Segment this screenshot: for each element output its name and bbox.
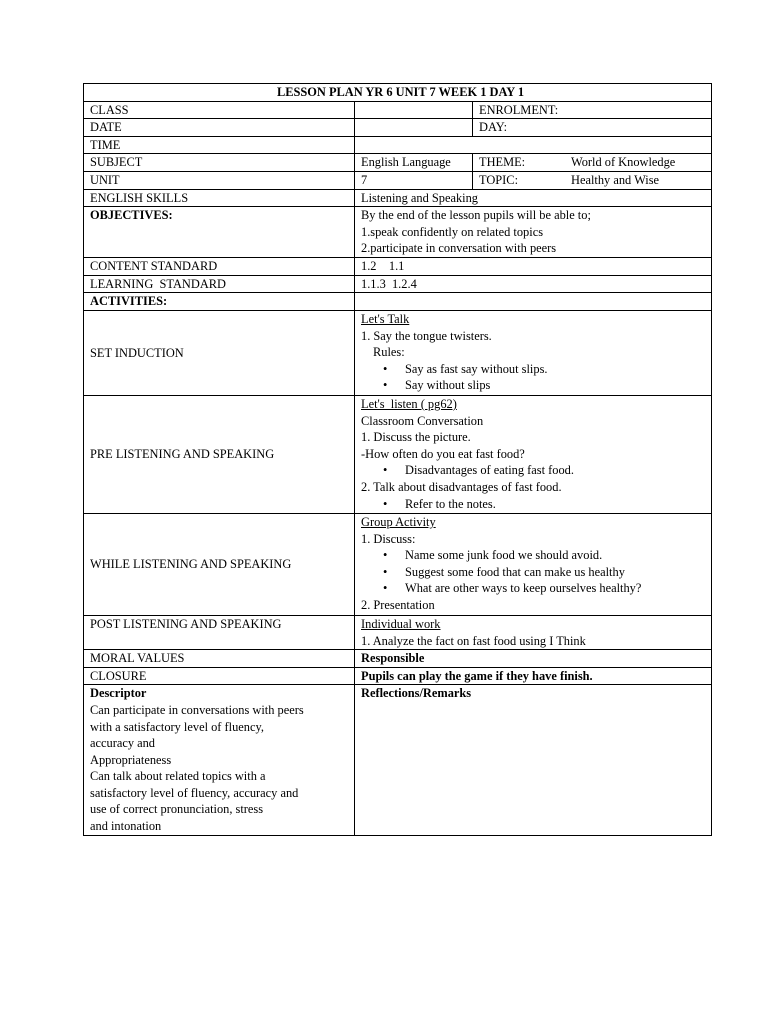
pre-listening-list — [361, 462, 711, 479]
lesson-plan-table — [83, 83, 712, 836]
pre-listening-line: Classroom Conversation — [361, 413, 484, 428]
pre-listening-row — [84, 395, 712, 513]
time-label: TIME — [84, 136, 355, 154]
descriptor-line: Can participate in conversations with peers — [90, 702, 304, 717]
pre-listening-label: PRE LISTENING AND SPEAKING — [84, 395, 355, 513]
closure-value: Pupils can play the game if they have finish. — [355, 667, 712, 685]
while-listening-line: 1. Discuss: — [361, 531, 416, 546]
rules-list — [361, 361, 711, 394]
enrolment-label: ENROLMENT: — [473, 101, 712, 119]
topic-cell — [473, 171, 712, 189]
pre-listening-line: -How often do you eat fast food? — [361, 446, 525, 461]
list-item: • Refer to the notes. — [405, 496, 711, 513]
post-listening-row — [84, 615, 712, 649]
subject-value: English Language — [355, 154, 473, 172]
activities-row — [84, 293, 712, 311]
set-induction-label: SET INDUCTION — [84, 310, 355, 395]
topic-value: Healthy and Wise — [571, 172, 660, 187]
unit-label: UNIT — [84, 171, 355, 189]
objectives-label: OBJECTIVES: — [84, 207, 355, 258]
objectives-line: 1.speak confidently on related topics — [361, 224, 544, 239]
set-induction-row — [84, 310, 712, 395]
lesson-plan-title: LESSON PLAN YR 6 UNIT 7 WEEK 1 DAY 1 — [84, 84, 712, 102]
post-listening-line: 1. Analyze the fact on fast food using I Think — [361, 633, 586, 648]
pre-listening-content — [355, 395, 712, 513]
descriptor-heading: Descriptor — [90, 686, 147, 701]
list-item: • Suggest some food that can make us healthy — [405, 564, 711, 581]
class-row — [84, 101, 712, 119]
date-row — [84, 119, 712, 137]
content-standard-row — [84, 258, 712, 276]
moral-values-row — [84, 650, 712, 668]
reflections-cell — [355, 685, 712, 836]
theme-label: THEME: — [479, 155, 526, 170]
activities-label: ACTIVITIES: — [84, 293, 355, 311]
while-listening-heading: Group Activity — [361, 514, 436, 529]
descriptor-cell — [84, 685, 355, 836]
topic-label: TOPIC: — [479, 172, 519, 187]
day-label: DAY: — [473, 119, 712, 137]
set-induction-heading: Let's Talk — [361, 311, 410, 326]
descriptor-line: use of correct pronunciation, stress — [90, 802, 264, 817]
activities-value — [355, 293, 712, 311]
while-listening-content — [355, 513, 712, 615]
theme-cell — [473, 154, 712, 172]
pre-listening-heading: Let's listen ( pg62) — [361, 396, 457, 411]
unit-value: 7 — [355, 171, 473, 189]
descriptor-line: accuracy and — [90, 736, 156, 751]
pre-listening-line: 2. Talk about disadvantages of fast food. — [361, 479, 562, 494]
moral-values-label: MORAL VALUES — [84, 650, 355, 668]
post-listening-heading: Individual work — [361, 616, 441, 631]
date-label: DATE — [84, 119, 355, 137]
descriptor-row — [84, 685, 712, 836]
list-item: • Disadvantages of eating fast food. — [405, 462, 711, 479]
content-standard-value: 1.2 1.1 — [355, 258, 712, 276]
class-value — [355, 101, 473, 119]
rules-label: Rules: — [373, 345, 405, 360]
descriptor-line: Appropriateness — [90, 752, 172, 767]
while-listening-list — [361, 547, 711, 597]
descriptor-line: Can talk about related topics with a — [90, 769, 266, 784]
list-item: • Name some junk food we should avoid. — [405, 547, 711, 564]
objectives-row — [84, 207, 712, 258]
descriptor-line: and intonation — [90, 819, 162, 834]
closure-label: CLOSURE — [84, 667, 355, 685]
post-listening-content — [355, 615, 712, 649]
english-skills-label: ENGLISH SKILLS — [84, 189, 355, 207]
while-listening-row — [84, 513, 712, 615]
set-induction-content — [355, 310, 712, 395]
list-item: • Say without slips — [405, 377, 711, 394]
objectives-line: By the end of the lesson pupils will be able to; — [361, 208, 591, 223]
while-listening-line: 2. Presentation — [361, 597, 435, 612]
theme-value: World of Knowledge — [571, 155, 676, 170]
title-row — [84, 84, 712, 102]
pre-listening-line: 1. Discuss the picture. — [361, 430, 471, 445]
closure-row — [84, 667, 712, 685]
class-label: CLASS — [84, 101, 355, 119]
descriptor-line: with a satisfactory level of fluency, — [90, 719, 264, 734]
post-listening-label: POST LISTENING AND SPEAKING — [84, 615, 355, 649]
objectives-line: 2.participate in conversation with peers — [361, 241, 557, 256]
time-value — [355, 136, 712, 154]
list-item: • What are other ways to keep ourselves healthy? — [405, 580, 711, 597]
objectives-value — [355, 207, 712, 258]
subject-label: SUBJECT — [84, 154, 355, 172]
date-value — [355, 119, 473, 137]
while-listening-label: WHILE LISTENING AND SPEAKING — [84, 513, 355, 615]
unit-row — [84, 171, 712, 189]
reflections-heading: Reflections/Remarks — [361, 686, 472, 701]
list-item: • Say as fast say without slips. — [405, 361, 711, 378]
learning-standard-row — [84, 275, 712, 293]
moral-values-value: Responsible — [355, 650, 712, 668]
content-standard-label: CONTENT STANDARD — [84, 258, 355, 276]
learning-standard-value: 1.1.3 1.2.4 — [355, 275, 712, 293]
descriptor-line: satisfactory level of fluency, accuracy and — [90, 785, 299, 800]
set-induction-step: 1. Say the tongue twisters. — [361, 328, 492, 343]
english-skills-row — [84, 189, 712, 207]
subject-row — [84, 154, 712, 172]
learning-standard-label: LEARNING STANDARD — [84, 275, 355, 293]
english-skills-value: Listening and Speaking — [355, 189, 712, 207]
time-row — [84, 136, 712, 154]
pre-listening-list — [361, 496, 711, 513]
